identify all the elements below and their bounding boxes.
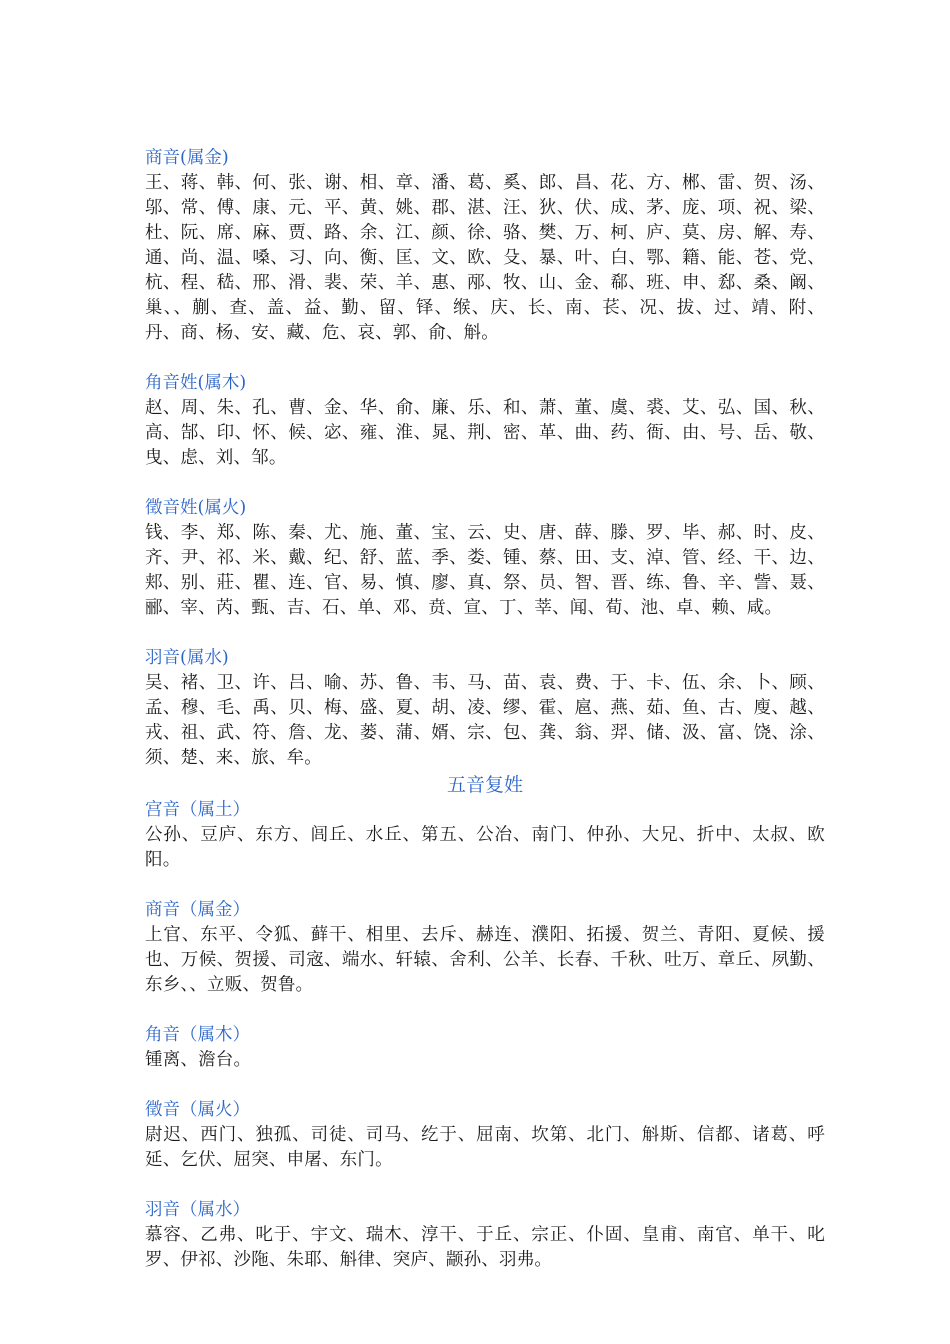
- section-heading: 羽音（属水）: [145, 1200, 250, 1220]
- surname-list: 吴、褚、卫、许、吕、喻、苏、鲁、韦、马、苗、袁、费、于、卡、伍、余、卜、顾、孟、穆、毛、禹、贝、梅、盛、夏、胡、凌、缪、霍、扈、燕、茹、鱼、古、廋、越、戎、祖、武、符、詹、龙、蒌、蒲、婿、宗、包、龚、翁、羿、储、汲、富、饶、涂、须、楚、来、旅、牟。: [145, 673, 825, 768]
- surname-list: 慕容、乙弗、叱于、宇文、瑞木、淳干、于丘、宗正、仆固、皇甫、南官、单干、叱罗、伊祁、沙陁、朱耶、斛律、突庐、颛孙、羽弗。: [145, 1225, 825, 1270]
- spacer: [145, 1173, 825, 1198]
- surname-list: 尉迟、西门、独孤、司徒、司马、纥于、屈南、坎第、北门、斛斯、信都、诸葛、呼延、乞伏、屈突、申屠、东门。: [145, 1125, 825, 1170]
- spacer: [145, 471, 825, 496]
- section-heading: 角音姓(属木): [145, 373, 247, 393]
- section-yu-compound: [145, 1198, 825, 1273]
- section-shang-single: [145, 146, 825, 346]
- surname-list: 王、蒋、韩、何、张、谢、相、章、潘、葛、奚、郎、昌、花、方、郴、雷、贺、汤、邬、常、傅、康、元、平、黄、姚、郡、湛、汪、狄、伏、成、茅、庞、项、祝、梁、杜、阮、席、麻、贾、路、余、江、颜、徐、骆、樊、万、柯、庐、莫、房、解、寿、通、尚、温、嗓、习、向、衡、匡、文、欧、殳、暴、叶、白、鄂、籍、能、苍、党、杭、程、嵇、邢、滑、裴、荣、羊、惠、邴、牧、山、金、郗、班、申、郄、桑、阚、巢、、蒯、查、盖、益、勤、留、铎、缑、庆、长、南、苌、况、拔、过、靖、附、丹、商、杨、安、藏、危、哀、郭、俞、斛。: [145, 173, 825, 343]
- section-zhi-compound: [145, 1098, 825, 1173]
- surname-list: 上官、东平、令狐、藓干、相里、去斥、赫连、濮阳、拓援、贺兰、青阳、夏候、援也、万候、贺援、司宼、端水、轩辕、舍利、公羊、长春、千秋、吐万、章丘、夙勤、东乡、、立贩、贺鲁。: [145, 925, 825, 995]
- surname-list: 锺离、澹台。: [145, 1050, 252, 1070]
- spacer: [145, 1073, 825, 1098]
- spacer: [145, 998, 825, 1023]
- spacer: [145, 621, 825, 646]
- surname-list: 公孙、豆庐、东方、闾丘、水丘、第五、公冶、南门、仲孙、大兄、折中、太叔、欧阳。: [145, 825, 825, 870]
- section-zhi-single: [145, 496, 825, 621]
- section-heading: 徵音姓(属火): [145, 498, 247, 518]
- section-heading: 徵音（属火）: [145, 1100, 250, 1120]
- surname-list: 赵、周、朱、孔、曹、金、华、俞、廉、乐、和、萧、董、虞、裘、艾、弘、国、秋、高、郜、印、怀、候、宓、雍、淮、晁、荆、密、革、曲、药、衙、由、号、岳、敬、曳、虑、刘、邹。: [145, 398, 825, 468]
- section-gong-compound: [145, 798, 825, 873]
- section-heading: 宫音（属土）: [145, 800, 250, 820]
- section-heading: 角音（属木）: [145, 1025, 250, 1045]
- section-heading: 羽音(属水): [145, 648, 229, 668]
- section-yu-single: [145, 646, 825, 771]
- section-shang-compound: [145, 898, 825, 998]
- document-page: [145, 146, 825, 1273]
- surname-list: 钱、李、郑、陈、秦、尤、施、董、宝、云、史、唐、薛、滕、罗、毕、郝、时、皮、齐、尹、祁、米、戴、纪、舒、蓝、季、娄、锺、蔡、田、支、淖、管、经、干、边、郏、别、莊、瞿、连、官、易、慎、廖、真、祭、员、智、晋、练、鲁、辛、訾、聂、郦、宰、芮、甄、吉、石、单、邓、贲、宣、丁、莘、闻、荀、池、卓、赖、咸。: [145, 523, 825, 618]
- section-heading: 商音（属金）: [145, 900, 250, 920]
- compound-surnames-title: 五音复姓: [446, 774, 523, 796]
- section-jue-single: [145, 371, 825, 471]
- section-jue-compound: [145, 1023, 825, 1073]
- section-heading: 商音(属金): [145, 148, 229, 168]
- spacer: [145, 873, 825, 898]
- spacer: [145, 346, 825, 371]
